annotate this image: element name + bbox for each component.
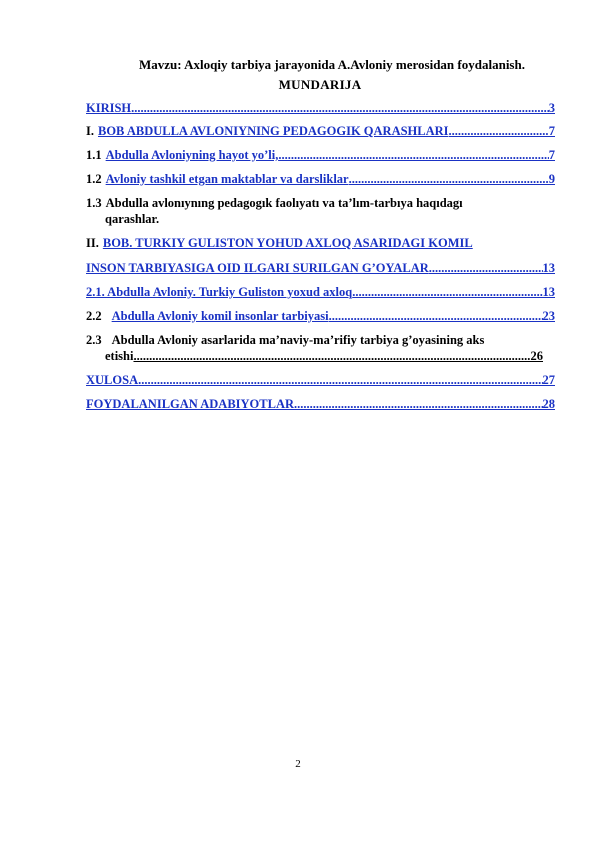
toc-entry-label[interactable]: FOYDALANILGAN ADABIYOTLAR: [86, 397, 295, 411]
toc-entry-label[interactable]: BOB ABDULLA AVLONIYNING PEDAGOGIK QARASHLARI: [98, 124, 449, 138]
toc-entry-number: 1.2: [86, 172, 102, 186]
toc-page-number[interactable]: 7: [548, 148, 555, 162]
table-of-contents: [86, 100, 555, 412]
toc-leader-dots: [349, 171, 549, 187]
toc-entry-chapter-1[interactable]: [86, 123, 555, 139]
toc-entry-label[interactable]: Abdulla Avloniyning hayot yo’li,: [105, 148, 279, 162]
toc-page-number[interactable]: 7: [548, 124, 555, 138]
toc-page-number[interactable]: 13: [542, 285, 555, 299]
toc-entry-number: 1.1: [86, 148, 102, 162]
page-number: 2: [295, 758, 301, 770]
toc-entry-label-continued: etishi: [105, 349, 134, 363]
toc-leader-dots: [138, 372, 542, 388]
toc-entry-number: I.: [86, 124, 94, 138]
toc-entry-label: Abdulla Avloniy asarlarida ma’naviy-ma’rifiy tarbiya g’oyasining aks: [111, 333, 485, 347]
toc-leader-dots: [352, 284, 542, 300]
toc-leader-dots: [329, 308, 543, 324]
toc-entry-number: II.: [86, 236, 99, 250]
toc-entry-2-3: [86, 332, 555, 364]
toc-entry-label[interactable]: Avloniy tashkil etgan maktablar va darsliklar: [105, 172, 349, 186]
toc-leader-dots: [294, 396, 542, 412]
toc-entry-xulosa[interactable]: [86, 372, 555, 388]
toc-entry-references[interactable]: [86, 396, 555, 412]
toc-page-number[interactable]: 9: [548, 172, 555, 186]
toc-entry-2-2[interactable]: [86, 308, 555, 324]
toc-entry-number: 2.2: [86, 309, 102, 323]
toc-page-number: 26: [530, 349, 543, 363]
toc-heading: MUNDARIJA: [278, 77, 362, 92]
toc-entry-label[interactable]: BOB. TURKIY GULISTON YOHUD AXLOQ ASARIDAGI KOMIL: [102, 236, 473, 250]
toc-page-number[interactable]: 28: [542, 397, 555, 411]
toc-entry-label-continued[interactable]: INSON TARBIYASIGA OID ILGARI SURILGAN G’OYALAR: [86, 261, 429, 275]
toc-entry-label[interactable]: KIRISH: [86, 101, 132, 115]
toc-page-number[interactable]: 27: [542, 373, 555, 387]
toc-page-number[interactable]: 3: [548, 101, 555, 115]
toc-page-number[interactable]: 13: [542, 261, 555, 275]
toc-leader-dots: [429, 260, 543, 276]
toc-entry-chapter-2[interactable]: [86, 235, 555, 276]
toc-leader-dots: [278, 147, 548, 163]
toc-leader-dots: [131, 100, 549, 116]
toc-leader-dots: [133, 348, 530, 364]
toc-entry-label: Abdulla avlonıynıng pedagogık faolıyatı va ta’lım-tarbıya haqıdagı: [105, 196, 463, 210]
toc-entry-label[interactable]: 2.1. Abdulla Avloniy. Turkiy Guliston yoxud axloq: [86, 285, 353, 299]
toc-entry-kirish[interactable]: [86, 100, 555, 116]
toc-entry-label-continued: qarashlar.: [105, 212, 160, 226]
document-title: Mavzu: Axloqiy tarbiya jarayonida A.Avloniy merosidan foydalanish.: [139, 57, 525, 72]
toc-entry-2-1[interactable]: [86, 284, 555, 300]
toc-entry-number: 1.3: [86, 196, 102, 210]
toc-entry-label[interactable]: XULOSA: [86, 373, 139, 387]
toc-page-number[interactable]: 23: [542, 309, 555, 323]
toc-leader-dots: [449, 123, 549, 139]
toc-entry-1-2[interactable]: [86, 171, 555, 187]
toc-entry-1-3: [86, 195, 555, 227]
toc-entry-label[interactable]: Abdulla Avloniy komil insonlar tarbiyasi: [111, 309, 329, 323]
toc-entry-1-1[interactable]: [86, 147, 555, 163]
toc-entry-number: 2.3: [86, 333, 102, 347]
